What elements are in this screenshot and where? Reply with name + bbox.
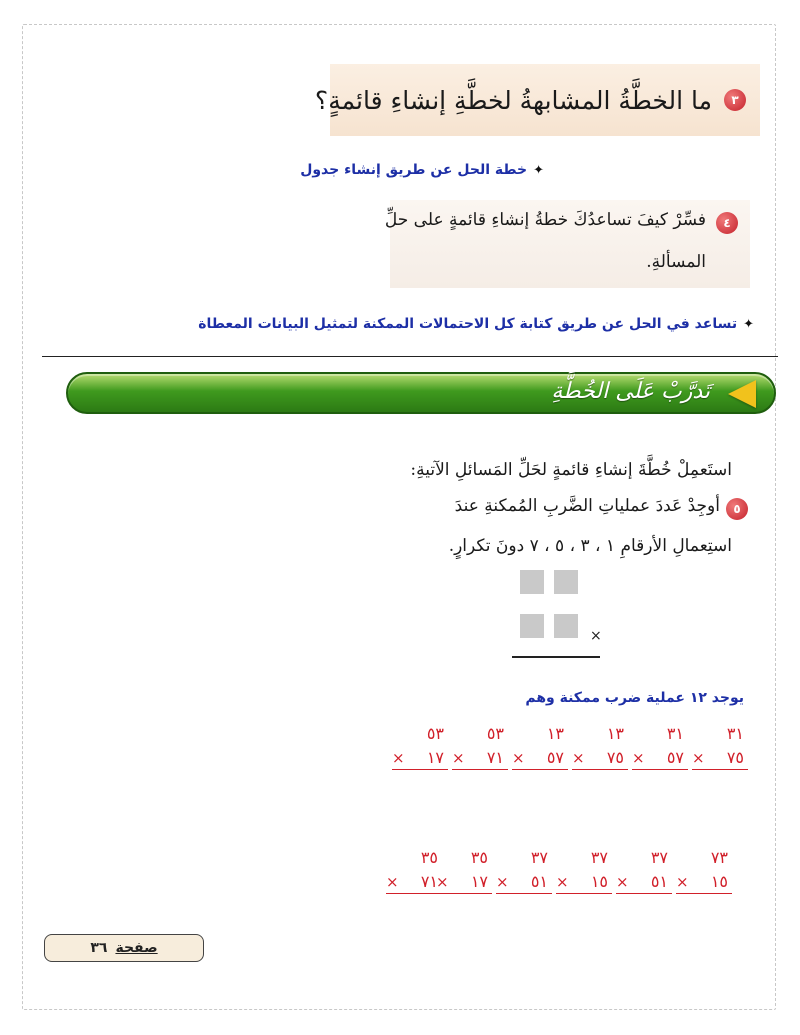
multiplier-line (512, 746, 568, 770)
multiplication-item (572, 722, 628, 770)
multiplier: ١٧ (470, 871, 488, 891)
diamond-bullet-icon: ✦ (743, 317, 754, 332)
digit-box (520, 614, 544, 638)
question-3-text: ما الخطَّةُ المشابهةُ لخطَّةِ إنشاءِ قائمةٍ؟ (314, 85, 712, 115)
question-3-answer (300, 162, 544, 178)
multiplication-item (386, 846, 442, 894)
times-icon: × (692, 748, 705, 767)
multiplication-item (392, 722, 448, 770)
multiplier-line (692, 746, 748, 770)
multiplication-item (632, 722, 688, 770)
digit-box (554, 614, 578, 638)
strategy-banner-title: تَدرَّبْ عَلَى الخُطَّةِ (551, 379, 710, 404)
multiplier-line (386, 870, 442, 894)
times-icon: × (512, 748, 525, 767)
multiplication-item (676, 846, 732, 894)
multiplier: ٥٧ (666, 747, 684, 767)
multiplier: ٧١ (420, 871, 438, 891)
multiplicand: ٣٥ (420, 848, 438, 867)
multiplier-line (392, 746, 448, 770)
digit-box (520, 570, 544, 594)
multiplicand: ٣١ (726, 724, 744, 743)
diamond-bullet-icon: ✦ (533, 163, 544, 178)
multiplier-line (452, 746, 508, 770)
multiplicand: ٧٣ (710, 848, 728, 867)
multiplier-line (676, 870, 732, 894)
multiplicand: ٥٣ (486, 724, 504, 743)
multiplier: ١٥ (590, 871, 608, 891)
times-icon: × (386, 872, 399, 891)
times-icon: × (616, 872, 629, 891)
multiplier: ١٧ (426, 747, 444, 767)
multiplicand: ٣٥ (470, 848, 488, 867)
question-4-line-1: فسِّرْ كيفَ تساعدُكَ خطةُ إنشاءِ قائمةٍ على حلِّ (384, 210, 706, 230)
multiplier-line (496, 870, 552, 894)
multiplicand: ٣٧ (650, 848, 668, 867)
multiplication-item (556, 846, 612, 894)
exercise-5-number: ٥ (726, 498, 748, 520)
multiplicand: ٥٣ (426, 724, 444, 743)
multiplier-line (436, 870, 492, 894)
question-4-number: ٤ (716, 212, 738, 234)
multiplication-item (616, 846, 672, 894)
times-icon: × (632, 748, 645, 767)
exercise-intro: استَعمِلْ خُطَّةَ إنشاءِ قائمةٍ لحَلِّ المَسائلِ الآتيةِ: (410, 460, 732, 480)
multiplicand: ٣٧ (590, 848, 608, 867)
times-icon: × (392, 748, 405, 767)
multiplicand: ١٣ (546, 724, 564, 743)
multiplication-item (512, 722, 568, 770)
multiplicand: ٣١ (666, 724, 684, 743)
multiplicand: ١٣ (606, 724, 624, 743)
page-label: صفحة (115, 940, 158, 956)
question-3-banner (314, 64, 760, 136)
times-icon: × (556, 872, 569, 891)
question-4-answer-text: تساعد في الحل عن طريق كتابة كل الاحتمالات الممكنة لتمثيل البيانات المعطاة (198, 316, 738, 332)
question-4-answer (198, 316, 754, 332)
multiplication-item (452, 722, 508, 770)
question-3-number: ٣ (724, 89, 746, 111)
times-icon: × (590, 628, 602, 644)
multiplier: ١٥ (710, 871, 728, 891)
multiplication-item (436, 846, 492, 894)
multiplier: ٧١ (486, 747, 504, 767)
multiplier: ٥١ (530, 871, 548, 891)
results-title: يوجد ١٢ عملية ضرب ممكنة وهم (525, 690, 744, 706)
multiplier: ٧٥ (606, 747, 624, 767)
exercise-5-line-2: استِعمالِ الأرقامِ ١ ، ٣ ، ٥ ، ٧ دونَ تكرارٍ. (448, 536, 732, 556)
digit-box (554, 570, 578, 594)
question-4-line-2: المسألةِ. (646, 252, 706, 272)
section-divider (42, 356, 778, 357)
multiplier-line (616, 870, 672, 894)
times-icon: × (676, 872, 689, 891)
pointer-triangle-icon (728, 380, 756, 408)
page-number: ٣٦ (90, 940, 108, 956)
exercise-5-line-1: أوجِدْ عَددَ عملياتِ الضَّربِ المُمكنةِ عندَ (454, 496, 720, 516)
multiplier: ٧٥ (726, 747, 744, 767)
multiplication-item (496, 846, 552, 894)
times-icon: × (496, 872, 509, 891)
times-icon: × (452, 748, 465, 767)
multiplier-line (572, 746, 628, 770)
multiplication-item (692, 722, 748, 770)
page-number-tab (44, 934, 204, 962)
times-icon: × (572, 748, 585, 767)
diagram-result-line (512, 656, 600, 658)
multiplier-line (632, 746, 688, 770)
times-icon: × (436, 872, 449, 891)
strategy-banner (66, 372, 776, 414)
multiplier: ٥٧ (546, 747, 564, 767)
multiplicand: ٣٧ (530, 848, 548, 867)
multiplier: ٥١ (650, 871, 668, 891)
question-3-answer-text: خطة الحل عن طريق إنشاء جدول (300, 162, 528, 178)
multiplier-line (556, 870, 612, 894)
